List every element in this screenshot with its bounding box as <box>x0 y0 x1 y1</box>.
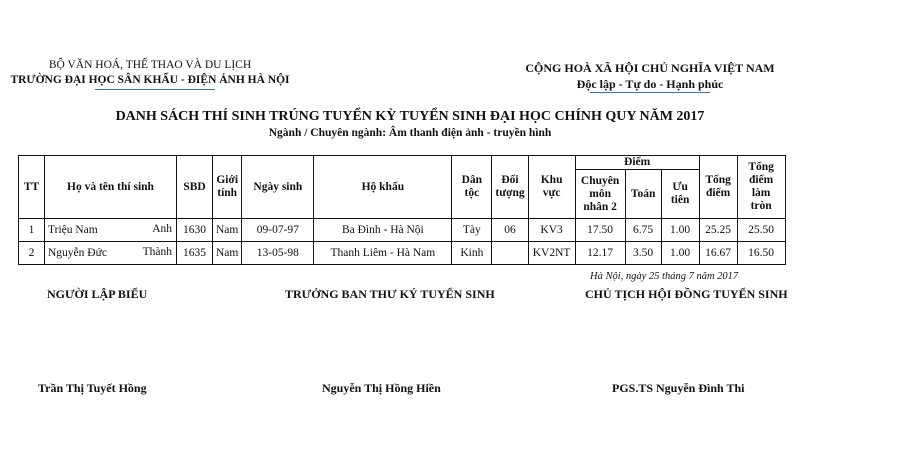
cell-total: 25.25 <box>699 219 737 242</box>
cell-sbd: 1635 <box>177 242 213 265</box>
cell-priority: 06 <box>492 219 528 242</box>
header-gender: Giới tính <box>213 156 242 219</box>
motto: Độc lập - Tự do - Hạnh phúc <box>576 77 724 91</box>
cell-given-name: Thành <box>142 246 172 258</box>
signature-name-secretary: Nguyễn Thị Hồng Hiền <box>322 381 441 395</box>
header-major-score: Chuyên môn nhân 2 <box>575 170 625 219</box>
cell-major-score: 12.17 <box>575 242 625 265</box>
dateline: Hà Nội, ngày 25 tháng 7 năm 2017 <box>590 271 739 282</box>
cell-tt: 2 <box>19 242 45 265</box>
table-row <box>19 219 786 242</box>
cell-dob: 13-05-98 <box>242 242 314 265</box>
cell-math: 3.50 <box>625 242 661 265</box>
cell-bonus: 1.00 <box>661 219 699 242</box>
cell-sbd: 1630 <box>177 219 213 242</box>
ministry-name: BỘ VĂN HOÁ, THỂ THAO VÀ DU LỊCH <box>48 59 252 71</box>
cell-surname: Nguyễn Đức <box>48 247 107 259</box>
header-dob: Ngày sinh <box>242 156 314 219</box>
cell-name <box>45 219 177 242</box>
header-tt: TT <box>19 156 45 219</box>
cell-gender: Nam <box>213 219 242 242</box>
cell-region: KV3 <box>528 219 575 242</box>
cell-bonus: 1.00 <box>661 242 699 265</box>
header-sbd: SBD <box>177 156 213 219</box>
cell-residence: Thanh Liêm - Hà Nam <box>314 242 452 265</box>
document-subtitle: Ngành / Chuyên ngành: Âm thanh điện ảnh - truyền hình <box>268 127 552 139</box>
school-name: TRƯỜNG ĐẠI HỌC SÂN KHẤU - ĐIỆN ẢNH HÀ NỘI <box>10 74 290 86</box>
cell-total-rounded: 16.50 <box>737 242 785 265</box>
cell-total-rounded: 25.50 <box>737 219 785 242</box>
cell-name <box>45 242 177 265</box>
cell-major-score: 17.50 <box>575 219 625 242</box>
cell-ethnicity: Tày <box>452 219 492 242</box>
cell-gender: Nam <box>213 242 242 265</box>
header-bonus: Ưu tiên <box>661 170 699 219</box>
signature-role-preparer: NGƯỜI LẬP BIỂU <box>47 287 148 301</box>
school-underline <box>95 89 215 90</box>
admission-table <box>18 155 786 265</box>
motto-underline <box>590 92 710 93</box>
signature-role-chairman: CHỦ TỊCH HỘI ĐỒNG TUYỂN SINH <box>585 287 788 301</box>
cell-math: 6.75 <box>625 219 661 242</box>
table-row <box>19 242 786 265</box>
signature-role-secretary: TRƯỞNG BAN THƯ KÝ TUYỂN SINH <box>285 287 495 301</box>
signature-name-chairman: PGS.TS Nguyễn Đình Thi <box>612 381 745 395</box>
cell-residence: Ba Đình - Hà Nội <box>314 219 452 242</box>
header-name: Họ và tên thí sinh <box>45 156 177 219</box>
header-left <box>0 58 300 88</box>
header-region: Khu vực <box>528 156 575 219</box>
header-residence: Hộ khẩu <box>314 156 452 219</box>
document-title: DANH SÁCH THÍ SINH TRÚNG TUYỂN KỲ TUYỂN SINH ĐẠI HỌC CHÍNH QUY NĂM 2017 <box>115 109 705 124</box>
header-right <box>490 60 810 92</box>
cell-ethnicity: Kinh <box>452 242 492 265</box>
cell-tt: 1 <box>19 219 45 242</box>
header-priority: Đối tượng <box>492 156 528 219</box>
header-ethnicity: Dân tộc <box>452 156 492 219</box>
header-total: Tổng điểm <box>699 156 737 219</box>
header-total-rounded: Tổng điểm làm tròn <box>737 156 785 219</box>
cell-surname: Triệu Nam <box>48 224 98 236</box>
cell-priority <box>492 242 528 265</box>
header-scores-group: Điểm <box>575 156 699 170</box>
header-math: Toán <box>625 170 661 219</box>
cell-given-name: Anh <box>152 223 172 235</box>
cell-total: 16.67 <box>699 242 737 265</box>
cell-dob: 09-07-97 <box>242 219 314 242</box>
signature-name-preparer: Trần Thị Tuyết Hồng <box>38 381 147 395</box>
cell-region: KV2NT <box>528 242 575 265</box>
country-name: CỘNG HOÀ XÃ HỘI CHỦ NGHĨA VIỆT NAM <box>525 61 775 75</box>
